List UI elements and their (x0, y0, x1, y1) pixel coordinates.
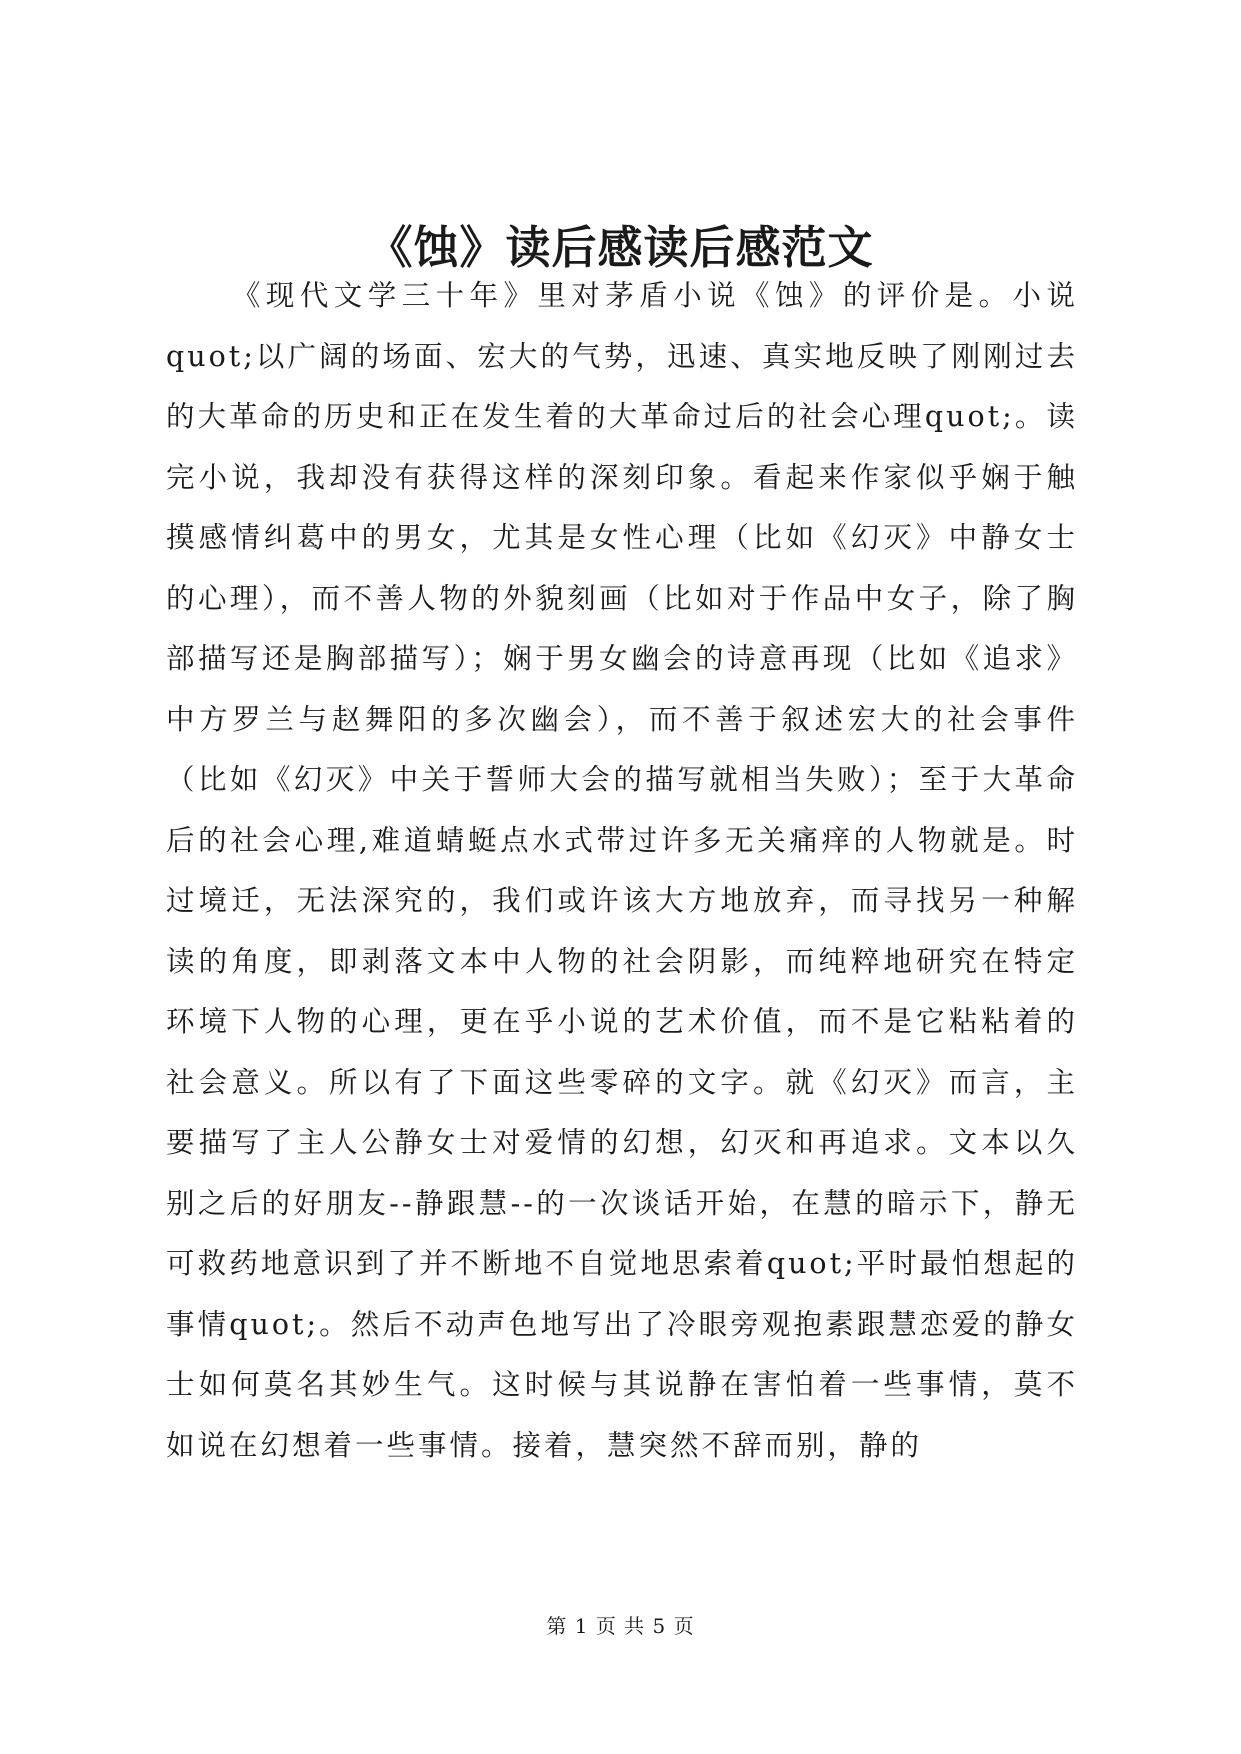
page-footer: 第 1 页 共 5 页 (546, 1614, 695, 1638)
body-paragraph: 《现代文学三十年》里对茅盾小说《蚀》的评价是。小说quot;以广阔的场面、宏大的气势，迅速、真实地反映了刚刚过去的大革命的历史和正在发生着的大革命过后的社会心理quot;。读完小说，我却没有获得这样的深刻印象。看起来作家似乎娴于触摸感情纠葛中的男女，尤其是女性心理（比如《幻灭》中静女士的心理），而不善人物的外貌刻画（比如对于作品中女子，除了胸部描写还是胸部描写）；娴于男女幽会的诗意再现（比如《追求》中方罗兰与赵舞阳的多次幽会），而不善于叙述宏大的社会事件（比如《幻灭》中关于誓师大会的描写就相当失败）；至于大革命后的社会心理,难道蜻蜓点水式带过许多无关痛痒的人物就是。时过境迁，无法深究的，我们或许该大方地放弃，而寻找另一种解读的角度，即剥落文本中人物的社会阴影，而纯粹地研究在特定环境下人物的心理，更在乎小说的艺术价值，而不是它粘粘着的社会意义。所以有了下面这些零碎的文字。就《幻灭》而言，主要描写了主人公静女士对爱情的幻想，幻灭和再追求。文本以久别之后的好朋友--静跟慧--的一次谈话开始，在慧的暗示下，静无可救药地意识到了并不断地不自觉地思索着quot;平时最怕想起的事情quot;。然后不动声色地写出了冷眼旁观抱素跟慧恋爱的静女士如何莫名其妙生气。这时候与其说静在害怕着一些事情，莫不如说在幻想着一些事情。接着，慧突然不辞而别，静的 (166, 279, 1078, 1462)
document-title: 《蚀》读后感读后感范文 (367, 221, 874, 274)
